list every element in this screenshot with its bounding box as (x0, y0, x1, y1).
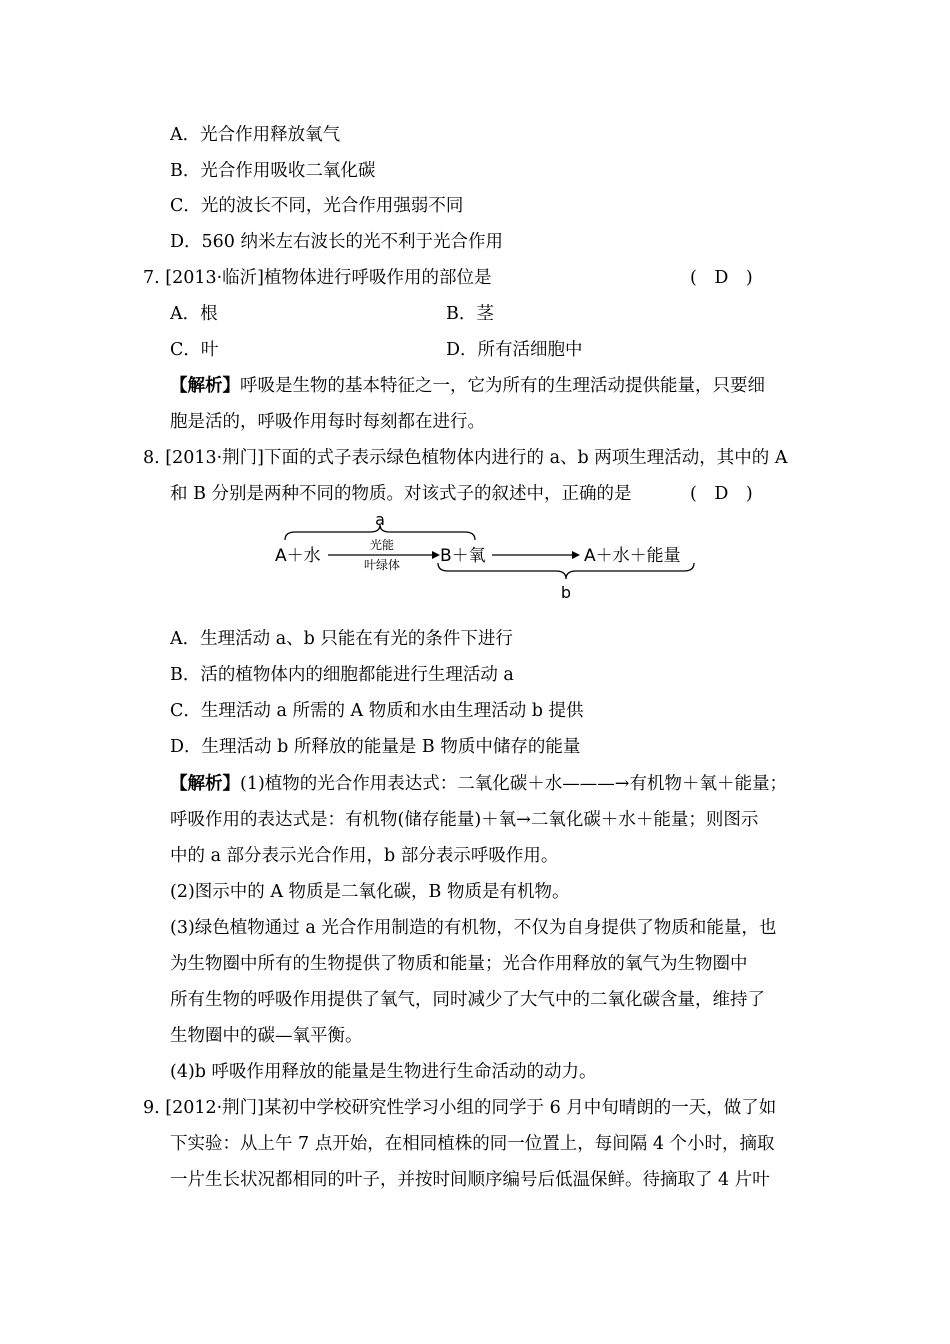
q6-option-a: A．光合作用释放氧气 (170, 125, 341, 145)
q8-option-b: B．活的植物体内的细胞都能进行生理活动 a (170, 665, 514, 685)
q8-analysis-line8: 生物圈中的碳—氧平衡。 (170, 1026, 363, 1046)
q8-option-c: C．生理活动 a 所需的 A 物质和水由生理活动 b 提供 (170, 701, 584, 721)
q9-line2: 下实验：从上午 7 点开始，在相同植株的同一位置上，每间隔 4 个小时，摘取 (170, 1134, 775, 1154)
q8-option-d: D．生理活动 b 所释放的能量是 B 物质中储存的能量 (170, 737, 581, 757)
q6-option-c: C．光的波长不同，光合作用强弱不同 (170, 196, 464, 216)
condition-chloroplast: 叶绿体 (363, 558, 401, 572)
q6-option-b: B．光合作用吸收二氧化碳 (170, 161, 376, 181)
q8-analysis-text-1: (1)植物的光合作用表达式：二氧化碳＋水———→有机物＋氧＋能量； (240, 774, 787, 794)
q7-analysis-text: 呼吸是生物的基本特征之一，它为所有的生理活动提供能量，只要细 (240, 376, 765, 396)
q9-line3: 一片生长状况都相同的叶子，并按时间顺序编号后低温保鲜。待摘取了 4 片叶 (170, 1170, 770, 1190)
arrow-head-1 (432, 551, 440, 559)
q8-stem-line1: 8. [2013·荆门]下面的式子表示绿色植物体内进行的 a、b 两项生理活动，其中的 A (143, 448, 788, 468)
reactant-left: A＋水 (275, 546, 321, 566)
label-a: a (375, 510, 385, 529)
q7-option-a: A．根 (170, 304, 218, 324)
product-right: A＋水＋能量 (584, 546, 681, 566)
q8-analysis-line7: 所有生物的呼吸作用提供了氧气，同时减少了大气中的二氧化碳含量，维持了 (170, 990, 765, 1010)
q8-stem-line2: 和 B 分别是两种不同的物质。对该式子的叙述中，正确的是 (170, 484, 632, 504)
q8-analysis-label: 【解析】 (170, 774, 240, 794)
q8-option-a: A．生理活动 a、b 只能在有光的条件下进行 (170, 629, 513, 649)
label-b: b (560, 583, 572, 602)
arrow-head-2 (572, 551, 580, 559)
q7-answer: ( D ) (690, 268, 753, 288)
q9-line1: 9. [2012·荆门]某初中学校研究性学习小组的同学于 6 月中旬晴朗的一天，做了如 (143, 1098, 777, 1118)
q8-answer: ( D ) (690, 484, 753, 504)
q7-option-b: B．茎 (446, 304, 494, 324)
reaction-diagram (260, 505, 710, 605)
q8-analysis-line1 (170, 772, 787, 796)
q6-option-d: D．560 纳米左右波长的光不利于光合作用 (170, 232, 503, 252)
q8-analysis-line2: 呼吸作用的表达式是：有机物(储存能量)＋氧→二氧化碳＋水＋能量；则图示 (170, 810, 759, 830)
q7-option-d: D．所有活细胞中 (446, 340, 583, 360)
q8-analysis-line9: (4)b 呼吸作用释放的能量是生物进行生命活动的动力。 (170, 1062, 597, 1082)
q8-analysis-line4: (2)图示中的 A 物质是二氧化碳，B 物质是有机物。 (170, 882, 570, 902)
product-middle: B＋氧 (440, 546, 486, 566)
q8-analysis-line3: 中的 a 部分表示光合作用，b 部分表示呼吸作用。 (170, 846, 559, 866)
q7-analysis-line2: 胞是活的，呼吸作用每时每刻都在进行。 (170, 412, 485, 432)
q7-analysis-label: 【解析】 (170, 376, 240, 396)
q7-analysis-line1 (170, 374, 765, 398)
condition-light: 光能 (369, 538, 395, 552)
q8-analysis-line5: (3)绿色植物通过 a 光合作用制造的有机物，不仅为自身提供了物质和能量，也 (170, 918, 777, 938)
q8-analysis-line6: 为生物圈中所有的生物提供了物质和能量；光合作用释放的氧气为生物圈中 (170, 954, 748, 974)
q7-option-c: C．叶 (170, 340, 219, 360)
q7-stem: 7. [2013·临沂]植物体进行呼吸作用的部位是 (143, 268, 492, 288)
